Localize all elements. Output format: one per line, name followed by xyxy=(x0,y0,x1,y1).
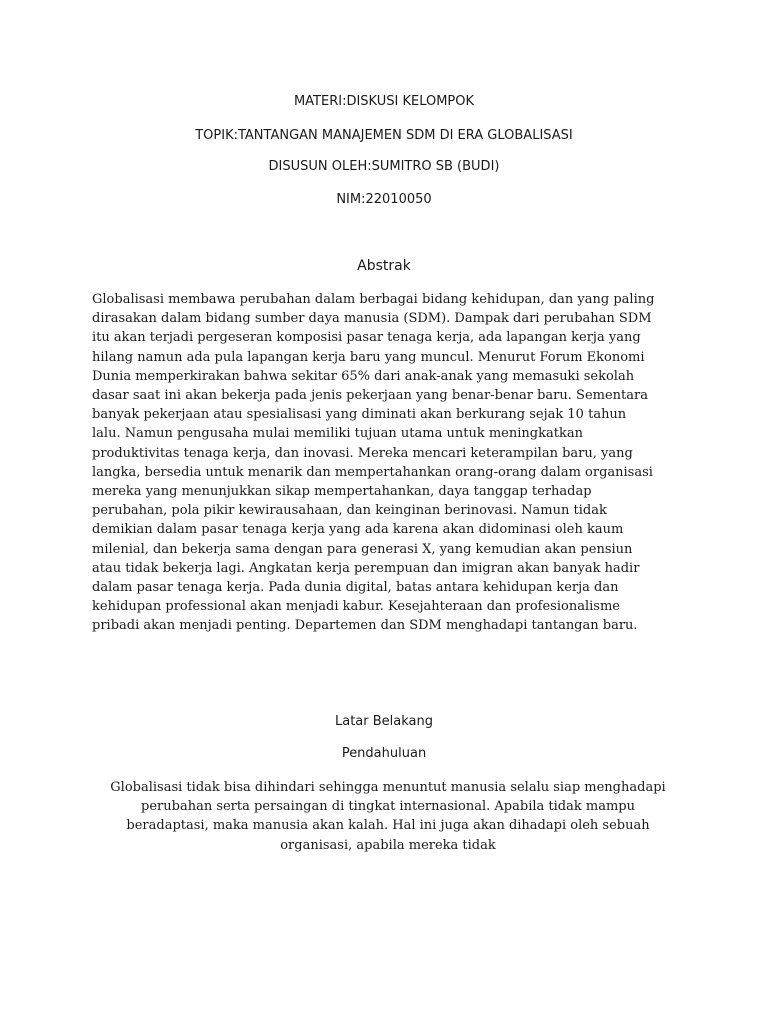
introduction-line: Globalisasi tidak bisa dihindari sehingga menuntut manusia selalu siap menghadapi xyxy=(110,780,666,795)
materi-line: MATERI:DISKUSI KELOMPOK xyxy=(293,94,475,109)
abstract-line: demikian dalam pasar tenaga kerja yang ada karena akan didominasi oleh kaum xyxy=(92,522,624,538)
abstract-line: langka, bersedia untuk menarik dan mempertahankan orang-orang dalam organisasi xyxy=(92,464,653,480)
introduction-paragraph xyxy=(92,778,684,855)
section-heading-background: Latar Belakang xyxy=(334,714,433,729)
section-subheading-introduction: Pendahuluan xyxy=(341,746,427,761)
abstract-line: mereka yang menunjukkan sikap mempertahankan, daya tanggap terhadap xyxy=(92,484,592,500)
abstract-line: produktivitas tenaga kerja, dan inovasi. Mereka mencari keterampilan baru, yang xyxy=(92,445,633,461)
introduction-line: perubahan serta persaingan di tingkat internasional. Apabila tidak mampu xyxy=(141,799,635,815)
student-id-line: NIM:22010050 xyxy=(336,192,432,207)
introduction-line: beradaptasi, maka manusia akan kalah. Hal ini juga akan dihadapi oleh sebuah xyxy=(126,818,650,834)
abstract-line: atau tidak bekerja lagi. Angkatan kerja perempuan dan imigran akan banyak hadir xyxy=(92,560,640,576)
abstract-line: Globalisasi membawa perubahan dalam berbagai bidang kehidupan, dan yang paling xyxy=(92,292,655,307)
abstract-line: dasar saat ini akan bekerja pada jenis pekerjaan yang benar-benar baru. Sementara xyxy=(92,388,648,404)
abstract-line: hilang namun ada pula lapangan kerja baru yang muncul. Menurut Forum Ekonomi xyxy=(92,349,645,365)
abstract-line: banyak pekerjaan atau spesialisasi yang diminati akan berkurang sejak 10 tahun xyxy=(92,407,627,423)
topic-line: TOPIK:TANTANGAN MANAJEMEN SDM DI ERA GLOBALISASI xyxy=(195,128,573,143)
abstract-line: Dunia memperkirakan bahwa sekitar 65% dari anak-anak yang memasuki sekolah xyxy=(92,368,635,384)
abstract-paragraph xyxy=(92,290,684,636)
abstract-line: dalam pasar tenaga kerja. Pada dunia digital, batas antara kehidupan kerja dan xyxy=(92,580,619,596)
abstract-line: itu akan terjadi pergeseran komposisi pasar tenaga kerja, ada lapangan kerja yang xyxy=(92,330,641,346)
author-line: DISUSUN OLEH:SUMITRO SB (BUDI) xyxy=(268,159,500,174)
abstract-line: perubahan, pola pikir kewirausahaan, dan keinginan berinovasi. Namun tidak xyxy=(92,503,607,519)
abstract-line: kehidupan professional akan menjadi kabur. Kesejahteraan dan profesionalisme xyxy=(92,599,620,615)
abstract-heading: Abstrak xyxy=(357,258,411,274)
introduction-line: organisasi, apabila mereka tidak xyxy=(280,837,496,853)
abstract-line: lalu. Namun pengusaha mulai memiliki tujuan utama untuk meningkatkan xyxy=(92,426,583,442)
abstract-line: pribadi akan menjadi penting. Departemen dan SDM menghadapi tantangan baru. xyxy=(92,618,638,634)
abstract-line: milenial, dan bekerja sama dengan para generasi X, yang kemudian akan pensiun xyxy=(92,541,633,557)
abstract-line: dirasakan dalam bidang sumber daya manusia (SDM). Dampak dari perubahan SDM xyxy=(92,311,652,327)
